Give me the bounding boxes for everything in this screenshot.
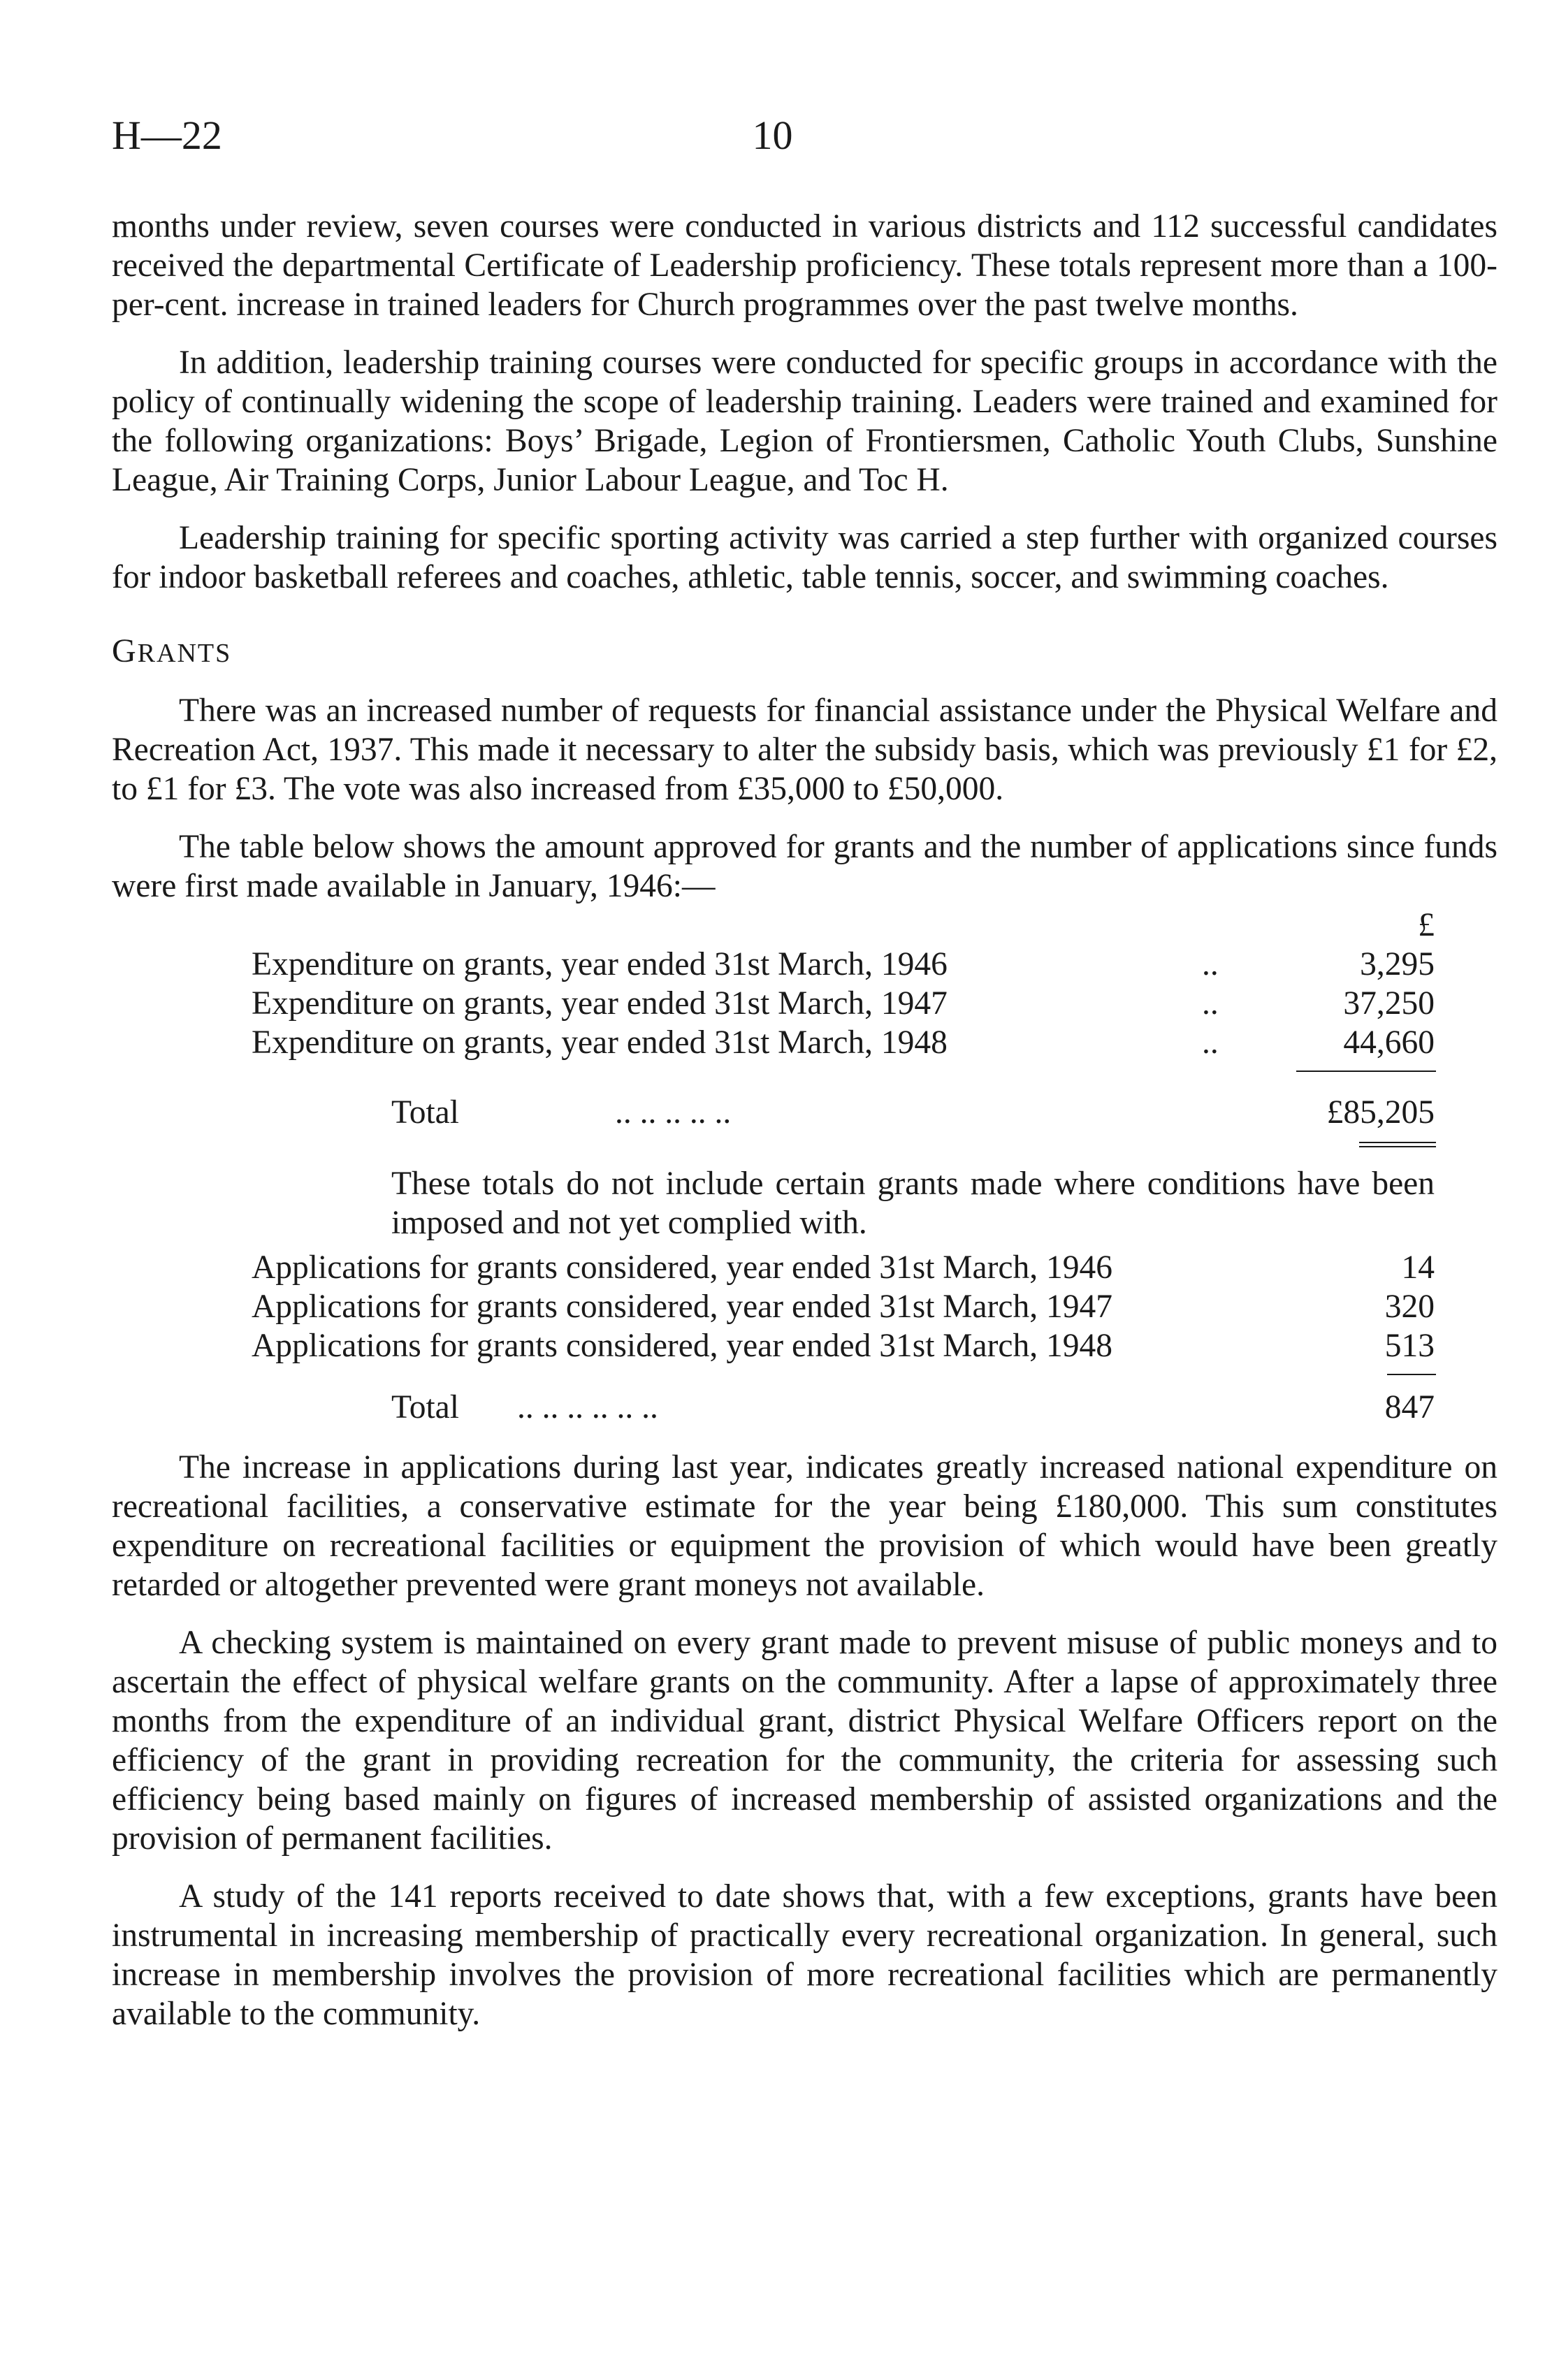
row-label: Expenditure on grants, year ended 31st March, 1947	[252, 985, 948, 1022]
row-label: Applications for grants considered, year ended 31st March, 1946	[252, 1249, 1113, 1286]
applications-table	[112, 1248, 1497, 1431]
expenditure-table	[112, 906, 1497, 1136]
page-body	[112, 207, 1497, 2033]
row-label: Expenditure on grants, year ended 31st March, 1946	[252, 946, 948, 982]
paragraph-increase-applications: The increase in applications during last year, indicates greatly increased national expenditure on recreational facilities, a conservative estimate for the year being £180,000. This sum constitutes expenditure on recreational facilities or equipment the provision of which would have been greatly retarded or altogether prevented were grant moneys not available.	[112, 1449, 1497, 1603]
paragraph-totals-note: These totals do not include certain grants made where conditions have been imposed and not yet complied with.	[391, 1166, 1435, 1241]
row-value: 513	[1384, 1328, 1435, 1364]
paragraph-study-reports: A study of the 141 reports received to date shows that, with a few exceptions, grants have been instrumental in increasing membership of practically every recreational organization. In general, such increase in membership involves the provision of more recreational facilities which are permanently available to the community.	[112, 1878, 1497, 2032]
row-value: 14	[1401, 1249, 1435, 1286]
row-leader: ..	[1202, 985, 1219, 1022]
section-heading-grants: GRANTS	[112, 632, 232, 669]
row-value: 44,660	[1343, 1024, 1435, 1061]
total-double-rule-bottom	[1359, 1146, 1436, 1147]
paragraph-sporting-activity: Leadership training for specific sporting activity was carried a step further with organized courses for indoor basketball referees and coaches, athletic, table tennis, soccer, and swimming coaches.	[112, 520, 1497, 595]
total-leader: .. .. .. .. .. ..	[517, 1389, 658, 1425]
total-row	[112, 1093, 1497, 1132]
total-value: £85,205	[1326, 1094, 1435, 1131]
paragraph-grant-requests: There was an increased number of requests for financial assistance under the Physical Welfare and Recreation Act, 1937. This made it necessary to alter the subsidy basis, which was previously £1 for £2, to £1 for £3. The vote was also increased from £35,000 to £50,000.	[112, 692, 1497, 807]
paragraph-courses: months under review, seven courses were conducted in various districts and 112 successful candidates received the departmental Certificate of Leadership proficiency. These totals represent more than a 100-per-cent. increase in trained leaders for Church programmes over the past twelve months.	[112, 208, 1497, 323]
row-value: 37,250	[1343, 985, 1435, 1022]
paragraph-checking-system: A checking system is maintained on every grant made to prevent misuse of public moneys and to ascertain the effect of physical welfare grants on the community. After a lapse of approximately three months from the expenditure of an individual grant, district Physical Welfare Officers report on the efficiency of the grant in providing recreation for the community, the criteria for assessing such efficiency being based mainly on figures of increased membership of assisted organizations and the provision of permanent facilities.	[112, 1625, 1497, 1857]
row-label: Applications for grants considered, year ended 31st March, 1947	[252, 1289, 1113, 1325]
total-row	[112, 1388, 1497, 1427]
total-label: Total	[391, 1389, 459, 1425]
table-row	[112, 1023, 1497, 1062]
table-row	[112, 1248, 1497, 1287]
row-leader: ..	[1202, 1024, 1219, 1061]
row-label: Applications for grants considered, year ended 31st March, 1948	[252, 1328, 1113, 1364]
page-number: 10	[752, 113, 793, 158]
table-row	[112, 984, 1497, 1023]
currency-header-row	[112, 906, 1497, 945]
document-code: H—22	[112, 113, 222, 158]
row-value: 320	[1384, 1289, 1435, 1325]
subtotal-rule	[1387, 1374, 1436, 1375]
row-label: Expenditure on grants, year ended 31st March, 1948	[252, 1024, 948, 1061]
page-header	[112, 112, 1433, 168]
row-leader: ..	[1202, 946, 1219, 982]
total-label: Total	[391, 1094, 459, 1131]
table-row	[112, 1287, 1497, 1326]
subtotal-rule	[1296, 1071, 1436, 1072]
total-leader: .. .. .. .. ..	[615, 1094, 732, 1131]
total-double-rule-top	[1359, 1142, 1436, 1143]
table-row	[112, 945, 1497, 984]
row-value: 3,295	[1360, 946, 1435, 982]
paragraph-table-intro: The table below shows the amount approved for grants and the number of applications since funds were first made available in January, 1946:—	[112, 829, 1497, 904]
paragraph-specific-groups: In addition, leadership training courses were conducted for specific groups in accordance with the policy of continually widening the scope of leadership training. Leaders were trained and examined for the following organizations: Boys’ Brigade, Legion of Frontiersmen, Catholic Youth Clubs, Sunshine League, Air Training Corps, Junior Labour League, and Toc H.	[112, 344, 1497, 498]
table-row	[112, 1326, 1497, 1365]
currency-header: £	[1418, 907, 1435, 943]
total-value: 847	[1384, 1389, 1435, 1425]
